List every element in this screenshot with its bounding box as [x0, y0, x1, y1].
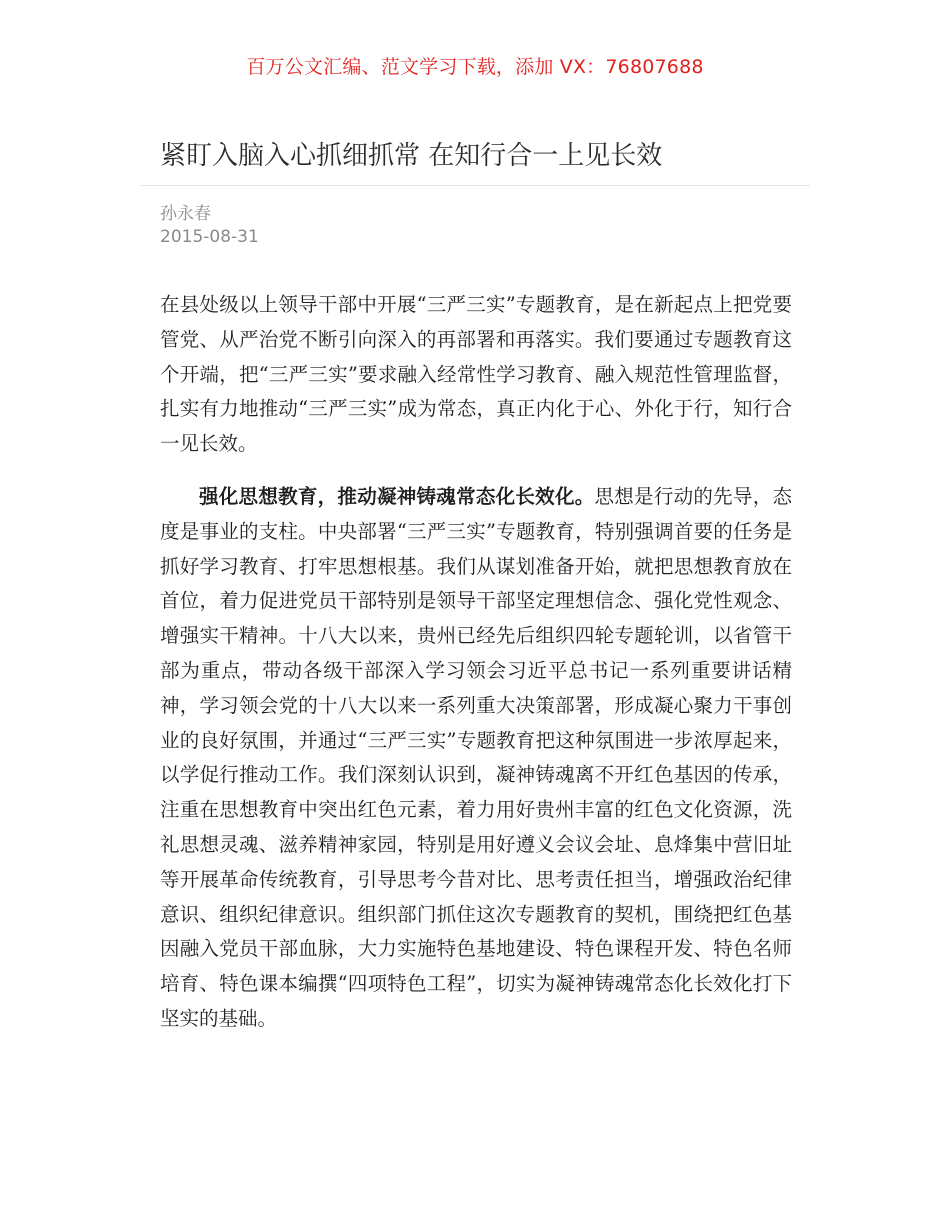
promo-banner: 百万公文汇编、范文学习下载，添加 VX：76807688 — [246, 56, 704, 78]
paragraph-body: 思想是行动的先导，态度是事业的支柱。中央部署“三严三实”专题教育，特别强调首要的任务是抓好学习教育、打牢思想根基。我们从谋划准备开始，就把思想教育放在首位，着力促进党员干部特别是领导干部坚定理想信念、强化党性观念、增强实干精神。十八大以来，贵州已经先后组织四轮专题轮训，以省管干部为重点，带动各级干部深入学习领会习近平总书记一系列重要讲话精神，学习领会党的十八大以来一系列重大决策部署，形成凝心聚力干事创业的良好氛围，并通过“三严三实”专题教育把这种氛围进一步浓厚起来，以学促行推动工作。我们深刻认识到，凝神铸魂离不开红色基因的传承，注重在思想教育中突出红色元素，着力用好贵州丰富的红色文化资源，洗礼思想灵魂、滋养精神家园，特别是用好遵义会议会址、息烽集中营旧址等开展革命传统教育，引导思考今昔对比、思考责任担当，增强政治纪律意识、组织纪律意识。组织部门抓住这次专题教育的契机，围绕把红色基因融入党员干部血脉，大力实施特色基地建设、特色课程开发、特色名师培育、特色课本编撰“四项特色工程”，切实为凝神铸魂常态化长效化打下坚实的基础。 — [160, 484, 792, 1030]
article-author: 孙永春 — [160, 204, 211, 224]
article-body — [160, 288, 792, 1055]
paragraph-lead: 强化思想教育，推动凝神铸魂常态化长效化。 — [199, 484, 595, 508]
article-date: 2015-08-31 — [160, 227, 259, 247]
paragraph-intro: 在县处级以上领导干部中开展“三严三实”专题教育，是在新起点上把党要管党、从严治党不断引向深入的再部署和再落实。我们要通过专题教育这个开端，把“三严三实”要求融入经常性学习教育、融入规范性管理监督，扎实有力地推动“三严三实”成为常态，真正内化于心、外化于行，知行合一见长效。 — [160, 293, 792, 456]
paragraph-thought-education — [160, 480, 792, 1037]
article-meta — [160, 203, 259, 249]
article-title: 紧盯入脑入心抓细抓常 在知行合一上见长效 — [160, 141, 663, 171]
title-divider — [140, 185, 810, 186]
